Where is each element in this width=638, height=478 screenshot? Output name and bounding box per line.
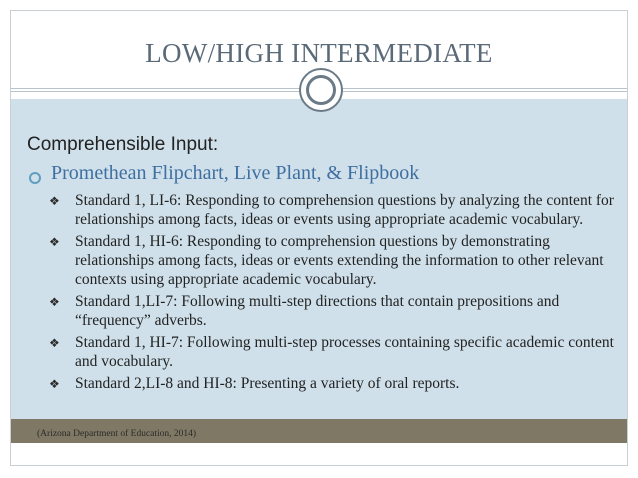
sub-bullet-text: Standard 2,LI-8 and HI-8: Presenting a variety of oral reports.	[75, 375, 460, 392]
list-item	[49, 191, 617, 229]
sub-bullet-text: Standard 1, LI-6: Responding to comprehension questions by analyzing the content for relationships among facts, ideas or events using appropriate academic vocabulary.	[75, 192, 614, 228]
main-bullet-text: Promethean Flipchart, Live Plant, & Flipbook	[51, 162, 420, 184]
diamond-bullet-icon: ❖	[49, 377, 60, 391]
bullet-list	[27, 134, 617, 397]
citation: (Arizona Department of Education, 2014)	[37, 429, 197, 439]
circle-bullet-icon	[29, 172, 41, 184]
sub-bullet-text: Standard 1,LI-7: Following multi-step directions that contain prepositions and “frequency” adverbs.	[75, 293, 560, 329]
diamond-bullet-icon: ❖	[49, 194, 60, 208]
circle-ornament-icon	[299, 68, 343, 112]
content-area	[11, 99, 627, 443]
slide-frame	[10, 10, 628, 466]
diamond-bullet-icon: ❖	[49, 295, 60, 309]
section-heading: Comprehensible Input:	[27, 134, 219, 155]
list-item	[49, 232, 617, 289]
slide-title: LOW/HIGH INTERMEDIATE	[145, 38, 493, 68]
diamond-bullet-icon: ❖	[49, 336, 60, 350]
list-item	[49, 333, 617, 371]
list-item	[49, 292, 617, 330]
list-item	[27, 162, 617, 185]
sub-bullet-text: Standard 1, HI-6: Responding to comprehension questions by demonstrating relationships among facts, ideas or events extending the information to other relevant contexts using appropriate academic vocabulary.	[75, 233, 604, 288]
circle-ornament-inner	[306, 75, 336, 105]
sub-bullet-text: Standard 1, HI-7: Following multi-step processes containing specific academic content and vocabulary.	[75, 334, 614, 370]
diamond-bullet-icon: ❖	[49, 235, 60, 249]
list-item	[49, 374, 617, 394]
